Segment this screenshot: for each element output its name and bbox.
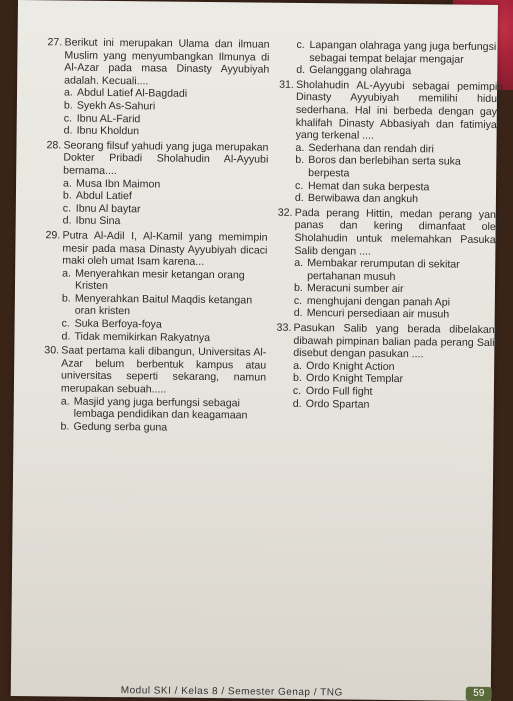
question-number: 27. [47, 36, 63, 49]
answer-option [46, 215, 268, 230]
option-label: d. [294, 192, 304, 205]
question-text: Pasukan Salib yang berada dibelakang dibawah pimpinan balian pada perang Salib disebut dengan pasukan .... [293, 321, 501, 361]
option-label: c. [293, 294, 303, 307]
question-text: Berikut ini merupakan Ulama dan ilmuan Muslim yang menyumbangkan Ilmunya di Al-Azar pada masa Dinasty Ayyubiyah adalah. Kecuali.... [64, 36, 270, 88]
continued-options [279, 39, 503, 79]
option-label: a. [62, 267, 72, 280]
question-number: 31. [279, 78, 294, 91]
option-text: Lapangan olahraga yang juga berfungsi sebagai tempat belajar mengajar [309, 39, 497, 66]
option-text: Berwibawa dan angkuh [307, 192, 419, 206]
right-column [276, 39, 504, 415]
option-label: c. [62, 202, 72, 215]
option-label: d. [61, 330, 71, 343]
answer-option [47, 124, 269, 139]
question-text: Pada perang Hittin, medan perang yang panas dan kering dimanfaat oleh Sholahudin untuk melemahkan Pasukan Salib dengan .... [294, 206, 502, 258]
option-text: Masjid yang juga berfungsi sebagai lembaga pendidikan dan keagamaan [73, 395, 248, 422]
question [278, 79, 503, 207]
option-text: Gelanggang olahraga [309, 64, 412, 78]
option-text: menghujani dengan panah Api [306, 294, 451, 309]
question [44, 229, 267, 345]
page-number: 59 [466, 687, 492, 701]
question-stem [44, 345, 267, 398]
answer-option [279, 64, 503, 79]
question-stem [46, 139, 268, 179]
option-text: Ordo Knight Action [306, 359, 395, 373]
question-stem [276, 322, 500, 362]
option-label: b. [293, 282, 303, 295]
option-label: b. [62, 189, 72, 202]
question-stem [45, 229, 267, 269]
question-number: 29. [45, 229, 61, 242]
option-text: Boros dan berlebihan serta suka berpesta [308, 154, 461, 180]
option-label: a. [63, 86, 73, 99]
worksheet-page [11, 0, 504, 701]
question-text: Putra Al-Adil I, Al-Kamil yang memimpin mesir pada masa Dinasty Ayyubiyah dicaci maki oleh umat Isam karena... [62, 229, 268, 269]
left-column [43, 36, 269, 437]
question-number: 30. [44, 344, 60, 357]
option-label: b. [295, 154, 305, 167]
option-label: a. [293, 359, 303, 372]
option-text: Syekh As-Sahuri [76, 99, 156, 113]
answer-option [277, 257, 501, 285]
option-label: c. [63, 112, 73, 125]
question-text: Sholahudin AL-Ayyubi sebagai pemimpin Dinasty Ayyubiyah memilihi hidup sederhana. Hal ini berbeda dengan gaya khalifah Dinasty Abbasiyah dan fatimiyah yang terkenal .... [295, 78, 504, 142]
option-label: b. [292, 372, 302, 385]
answer-option [45, 267, 267, 295]
question [277, 206, 502, 322]
option-text: Mencuri persediaan air musuh [306, 307, 450, 322]
answer-option [277, 307, 501, 322]
option-text: Hemat dan suka berpesta [308, 179, 430, 193]
question-text: Seorang filsuf yahudi yang juga merupakan Dokter Pribadi Sholahudin Al-Ayyubi bernama.... [63, 139, 269, 177]
option-text: Tidak memikirkan Rakyatnya [74, 330, 211, 344]
option-label: d. [63, 124, 73, 137]
answer-option [278, 192, 502, 207]
option-text: Menyerahkan mesir ketangan orang Kristen [74, 267, 245, 293]
option-text: Menyerahkan Baitul Maqdis ketangan oran kristen [74, 292, 253, 318]
option-label: a. [63, 177, 72, 190]
answer-option [279, 39, 503, 67]
question-stem [279, 79, 504, 144]
question-stem [277, 206, 502, 259]
question [276, 322, 501, 412]
question-number: 33. [276, 321, 292, 334]
page-footer: Modul SKI / Kelas 8 / Semester Genap / TNG [120, 685, 343, 699]
option-text: Musa Ibn Maimon [76, 177, 161, 191]
question [43, 345, 266, 435]
answer-option [43, 420, 265, 435]
answer-option [276, 397, 500, 412]
question [46, 139, 269, 229]
question-number: 28. [46, 139, 62, 152]
option-label: c. [61, 317, 70, 330]
option-label: d. [293, 307, 303, 320]
option-label: d. [296, 64, 306, 77]
option-label: a. [294, 257, 304, 270]
question-text: Saat pertama kali dibangun, Universitas Al-Azar belum berbentuk kampus atau universitas seperti sekarang, namun merupakan sebuah..... [60, 344, 267, 396]
option-text: Ibnu Kholdun [76, 124, 140, 138]
option-text: Abdul Latief Al-Bagdadi [76, 86, 188, 101]
option-label: d. [62, 214, 72, 227]
option-text: Ordo Spartan [305, 397, 370, 411]
question-number: 32. [277, 206, 293, 219]
option-text: Ordo Knight Templar [305, 372, 404, 386]
answer-option [44, 395, 266, 423]
option-text: Ibnu AL-Farid [76, 112, 141, 125]
option-text: Sederhana dan rendah diri [308, 141, 434, 156]
question [47, 36, 270, 139]
option-label: a. [295, 141, 305, 154]
option-label: a. [60, 395, 70, 408]
option-label: d. [292, 397, 302, 410]
option-label: c. [296, 38, 305, 52]
option-text: Ibnu Al baytar [75, 202, 141, 216]
answer-option [44, 330, 266, 345]
option-text: Ibnu Sina [75, 214, 121, 228]
option-label: c. [295, 179, 304, 192]
option-text: Ordo Full fight [305, 385, 373, 398]
option-label: b. [60, 420, 70, 433]
question-stem [47, 36, 270, 89]
option-text: Membakar rerumputan di sekitar pertahanan musuh [307, 257, 460, 283]
option-text: Abdul Latief [75, 189, 132, 203]
option-text: Suka Berfoya-foya [74, 317, 162, 331]
option-label: b. [63, 99, 73, 112]
answer-option [278, 154, 502, 182]
option-label: c. [292, 384, 302, 398]
answer-option [45, 292, 267, 320]
option-text: Meracuni sumber air [306, 282, 404, 296]
option-text: Gedung serba guna [73, 420, 168, 434]
option-label: b. [61, 292, 71, 305]
